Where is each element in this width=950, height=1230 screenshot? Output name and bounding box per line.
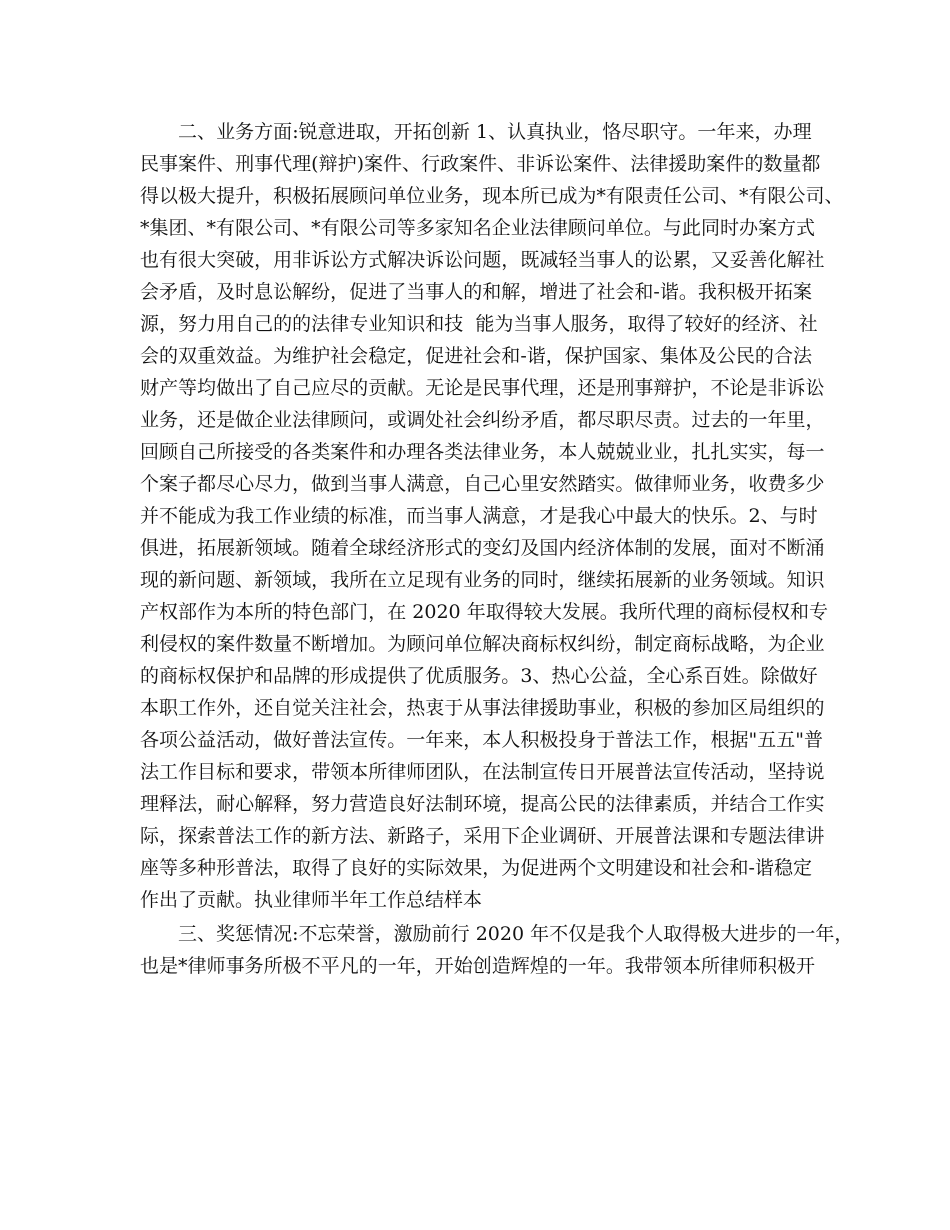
text-line: 理 释 法 ， 耐 心 解 释 ， 努 力 营 造 良 好 法 制 环 境 ， 提 高 公 民 的 法 律 素 质 ， 并 结 合 工 作 实 (140, 793, 825, 815)
text-line: 得 以 极 大 提 升 ， 积 极 拓 展 顾 问 单 位 业 务 ， 现 本 所 已 成 为 * 有 限 责 任 公 司 、 * 有 限 公 司 、 (140, 185, 844, 207)
text-line: 也 有 很 大 突 破 ， 用 非 诉 讼 方 式 解 决 诉 讼 问 题 ， 既 减 轻 当 事 人 的 讼 累 ， 又 妥 善 化 解 社 (140, 249, 825, 271)
text-line: 产 权 部 作 为 本 所 的 特 色 部 门 ， 在 2 0 2 0 年 取 得 较 大 发 展 。 我 所 代 理 的 商 标 侵 权 和 专 (140, 601, 828, 623)
text-line: 个 案 子 都 尽 心 尽 力 ， 做 到 当 事 人 满 意 ， 自 己 心 里 安 然 踏 实 。 做 律 师 业 务 ， 收 费 多 少 (140, 473, 825, 495)
text-line: 财 产 等 均 做 出 了 自 己 应 尽 的 贡 献 。 无 论 是 民 事 代 理 ， 还 是 刑 事 辩 护 ， 不 论 是 非 诉 讼 (140, 377, 825, 399)
text-line: 座 等 多 种 形 普 法 ， 取 得 了 良 好 的 实 际 效 果 ， 为 促 进 两 个 文 明 建 设 和 社 会 和 - 谐 稳 定 (140, 857, 812, 879)
text-line: 会 矛 盾 ， 及 时 息 讼 解 纷 ， 促 进 了 当 事 人 的 和 解 ， 增 进 了 社 会 和 - 谐 。 我 积 极 开 拓 案 (140, 281, 812, 303)
text-line: 作出了贡献。执业律师半年工作总结样本 (140, 889, 483, 911)
text-line: 源 ， 努 力 用 自 己 的 的 法 律 专 业 知 识 和 技 能 为 当 事 人 服 务 ， 取 得 了 较 好 的 经 济 、 社 (140, 313, 818, 335)
text-line: 业 务 ， 还 是 做 企 业 法 律 顾 问 ， 或 调 处 社 会 纠 纷 矛 盾 ， 都 尽 职 尽 责 。 过 去 的 一 年 里 ， (140, 409, 825, 431)
text-line: 本 职 工 作 外 ， 还 自 觉 关 注 社 会 ， 热 衷 于 从 事 法 律 援 助 事 业 ， 积 极 的 参 加 区 局 组 织 的 (140, 697, 825, 719)
text-line: 三 、 奖 惩 情 况 : 不 忘 荣 誉 ， 激 励 前 行 2 0 2 0 年 不 仅 是 我 个 人 取 得 极 大 进 步 的 一 年 ， (178, 923, 854, 945)
text-line: 法 工 作 目 标 和 要 求 ， 带 领 本 所 律 师 团 队 ， 在 法 制 宣 传 日 开 展 普 法 宣 传 活 动 ， 坚 持 说 (140, 761, 825, 783)
text-line: 利 侵 权 的 案 件 数 量 不 断 增 加 。 为 顾 问 单 位 解 决 商 标 权 纠 纷 ， 制 定 商 标 战 略 ， 为 企 业 (140, 633, 825, 655)
text-line: 民 事 案 件 、 刑 事 代 理 ( 辩 护 ) 案 件 、 行 政 案 件 、 非 诉 讼 案 件 、 法 律 援 助 案 件 的 数 量 都 (140, 153, 821, 175)
text-line: 也 是 * 律 师 事 务 所 极 不 平 凡 的 一 年 ， 开 始 创 造 辉 煌 的 一 年 。 我 带 领 本 所 律 师 积 极 开 (140, 955, 816, 977)
text-line: 俱 进 ， 拓 展 新 领 域 。 随 着 全 球 经 济 形 式 的 变 幻 及 国 内 经 济 体 制 的 发 展 ， 面 对 不 断 涌 (140, 537, 825, 559)
paragraph-awards (140, 918, 854, 982)
text-line: * 集 团 、 * 有 限 公 司 、 * 有 限 公 司 等 多 家 知 名 企 业 法 律 顾 问 单 位 。 与 此 同 时 办 案 方 式 (140, 217, 816, 239)
text-line: 二 、 业 务 方 面 : 锐 意 进 取 ， 开 拓 创 新 1 、 认 真 执 业 ， 恪 尽 职 守 。 一 年 来 ， 办 理 (178, 121, 812, 143)
paragraph-business (140, 116, 844, 916)
text-line: 并 不 能 成 为 我 工 作 业 绩 的 标 准 ， 而 当 事 人 满 意 ， 才 是 我 心 中 最 大 的 快 乐 。 2 、 与 时 (140, 505, 818, 527)
text-line: 际 ， 探 索 普 法 工 作 的 新 方 法 、 新 路 子 ， 采 用 下 企 业 调 研 、 开 展 普 法 课 和 专 题 法 律 讲 (140, 825, 825, 847)
text-line: 各 项 公 益 活 动 ， 做 好 普 法 宣 传 。 一 年 来 ， 本 人 积 极 投 身 于 普 法 工 作 ， 根 据 " 五 五 " 普 (140, 729, 824, 751)
text-line: 的 商 标 权 保 护 和 品 牌 的 形 成 提 供 了 优 质 服 务 。 3 、 热 心 公 益 ， 全 心 系 百 姓 。 除 做 好 (140, 665, 818, 687)
text-line: 现 的 新 问 题 、 新 领 域 ， 我 所 在 立 足 现 有 业 务 的 同 时 ， 继 续 拓 展 新 的 业 务 领 域 。 知 识 (140, 569, 825, 591)
text-line: 回 顾 自 己 所 接 受 的 各 类 案 件 和 办 理 各 类 法 律 业 务 ， 本 人 兢 兢 业 业 ， 扎 扎 实 实 ， 每 一 (140, 441, 825, 463)
text-line: 会 的 双 重 效 益 。 为 维 护 社 会 稳 定 ， 促 进 社 会 和 - 谐 ， 保 护 国 家 、 集 体 及 公 民 的 合 法 (140, 345, 812, 367)
